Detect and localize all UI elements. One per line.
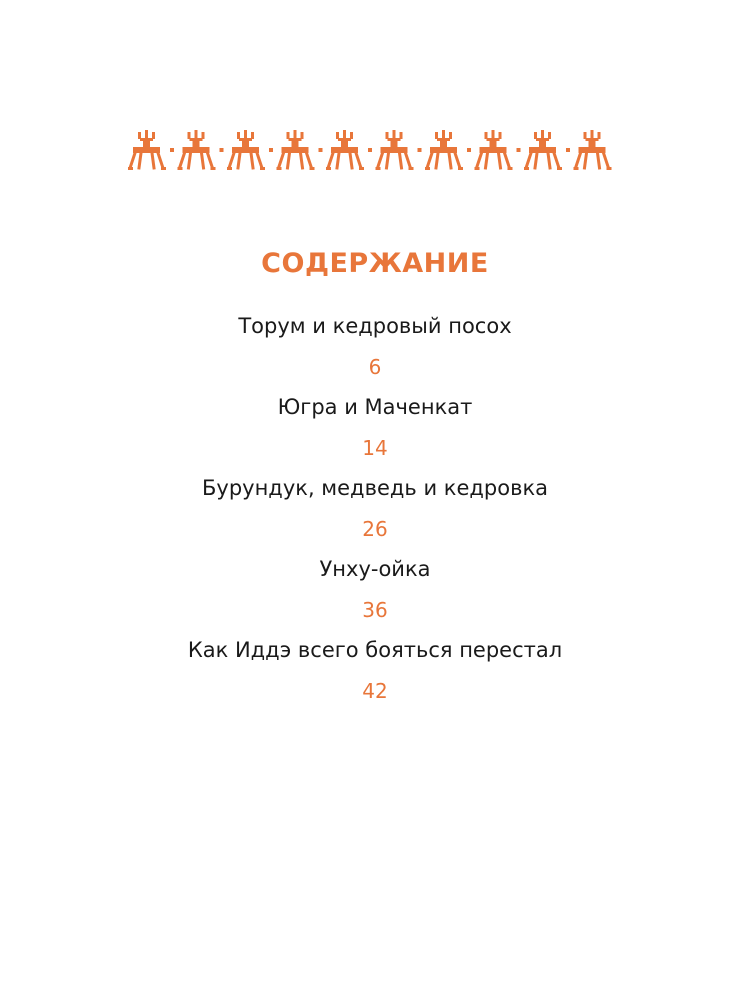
toc-entry-page-number[interactable]: 14 (362, 436, 388, 460)
toc-entry-title[interactable]: Торум и кедровый посох (238, 314, 512, 338)
toc-entry-page-number[interactable]: 6 (368, 355, 382, 379)
toc-entry-page-number[interactable]: 36 (362, 598, 388, 622)
toc-entry[interactable] (0, 630, 750, 711)
toc-entry[interactable] (0, 549, 750, 630)
reindeer-pattern-icon (128, 128, 623, 172)
toc-entry-title[interactable]: Унху-ойка (319, 557, 431, 581)
toc-entry-page-number[interactable]: 26 (362, 517, 388, 541)
toc-entry-page-number[interactable]: 42 (362, 679, 388, 703)
toc-entry-title[interactable]: Бурундук, медведь и кедровка (201, 476, 548, 500)
decorative-ornament-band (128, 128, 623, 172)
toc-entry-title[interactable]: Югра и Маченкат (277, 395, 473, 419)
table-of-contents (0, 306, 750, 711)
toc-entry[interactable] (0, 387, 750, 468)
toc-entry[interactable] (0, 306, 750, 387)
page-title: СОДЕРЖАНИЕ (261, 248, 489, 280)
toc-entry-title[interactable]: Как Иддэ всего бояться перестал (187, 638, 563, 662)
toc-entry[interactable] (0, 468, 750, 549)
